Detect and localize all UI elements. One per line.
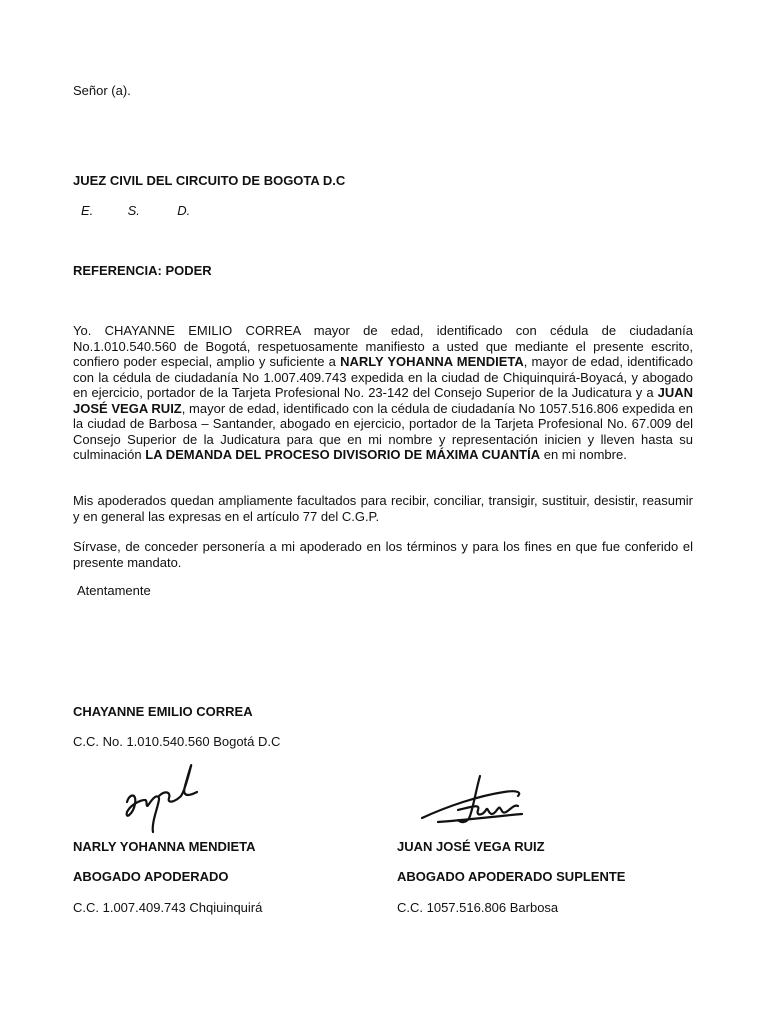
attorney2-role: ABOGADO APODERADO SUPLENTE <box>397 869 626 884</box>
body-text: , mayor de edad, identificado con la cédula de ciudadanía No 1.007.409.743 expedida en la ciudad de Chiquinquirá-Boyacá, y abogado en ejercicio, portador de la Tarjeta Profesional No. 23-142 del Consejo Superior de la Judicatura y a <box>73 354 693 400</box>
process-type: LA DEMANDA DEL PROCESO DIVISORIO DE MÁXIMA CUANTÍA <box>145 447 541 462</box>
body-text: , mayor de edad, identificado con la cédula de ciudadanía No 1057.516.806 expedida en la ciudad de Barbosa – Santander, abogado en ejercicio, portador de la Tarjeta Profesional No. 67.009 del Consejo Superior de la Judicatura para que en mi nombre y representación inicien y lleven hasta su culminación <box>73 400 693 462</box>
attorney1-name: NARLY YOHANNA MENDIETA <box>73 839 256 854</box>
esd-s: S. <box>127 203 140 218</box>
body-paragraph-2: Mis apoderados quedan ampliamente facultados para recibir, conciliar, transigir, sustituir, desistir, reasumir y en general las expresas en el artículo 77 del C.G.P. <box>73 493 693 524</box>
attorney2-name: JUAN JOSÉ VEGA RUIZ <box>397 839 545 854</box>
closing: Atentamente <box>77 583 151 598</box>
signature-image-1 <box>115 760 205 835</box>
signer-name: CHAYANNE EMILIO CORREA <box>73 704 253 719</box>
body-paragraph-3: Sírvase, de conceder personería a mi apoderado en los términos y para los fines en que fue conferido el presente mandato. <box>73 539 693 570</box>
esd-line <box>81 203 190 218</box>
body-paragraph-1 <box>73 323 693 463</box>
attorney2-id: C.C. 1057.516.806 Barbosa <box>397 900 559 915</box>
signer-id: C.C. No. 1.010.540.560 Bogotá D.C <box>73 734 281 749</box>
addressee: JUEZ CIVIL DEL CIRCUITO DE BOGOTA D.C <box>73 173 346 188</box>
reference: REFERENCIA: PODER <box>73 263 212 278</box>
attorney-name-2-inline: JUAN JOSÉ VEGA RUIZ <box>73 385 693 416</box>
attorney1-id: C.C. 1.007.409.743 Chqiuinquirá <box>73 900 263 915</box>
esd-d: D. <box>177 203 191 218</box>
body-text: en mi nombre. <box>540 447 627 462</box>
attorney1-role: ABOGADO APODERADO <box>73 869 229 884</box>
body-text: Yo. CHAYANNE EMILIO CORREA mayor de edad, identificado con cédula de ciudadanía No.1.010.540.560 de Bogotá, respetuosamente manifiesto a usted que mediante el presente escrito, confiero poder especial, amplio y suficiente a <box>73 323 693 369</box>
signature-image-2 <box>418 770 530 832</box>
salutation: Señor (a). <box>73 83 131 98</box>
esd-e: E. <box>81 203 94 218</box>
attorney-name-1-inline: NARLY YOHANNA MENDIETA <box>340 354 524 369</box>
